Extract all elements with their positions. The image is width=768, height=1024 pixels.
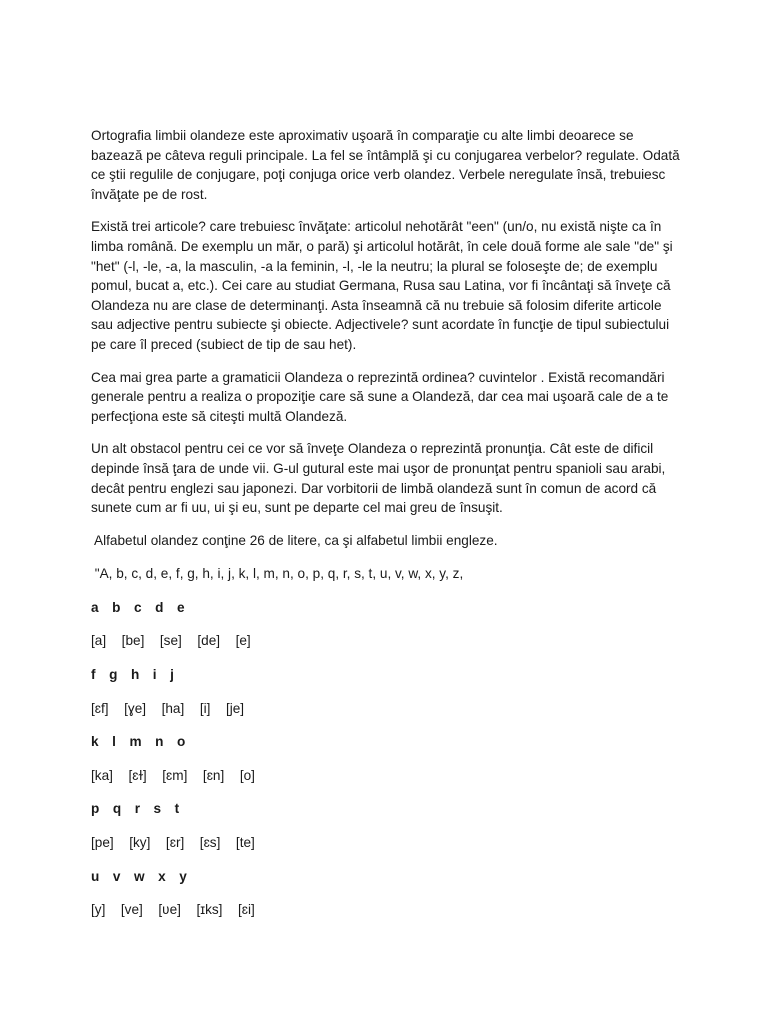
letter-group-3: k l m n o [91,734,186,750]
paragraph-orthography: Ortografia limbii olandeze este aproximativ uşoară în comparaţie cu alte limbi deoarece se bazează pe câteva reguli principale. La fel se întâmplă şi cu conjugarea verbelor? regulate. Odată ce ştii regulile de conjugare, poţi conjuga orice verb olandez. Verbele neregulate însă, trebuiesc învăţate pe de rost. [91,128,680,202]
alphabet-intro: Alfabetul olandez conţine 26 de litere, ca şi alfabetul limbii engleze. [91,532,498,548]
letter-group-1: a b c d e [91,599,185,615]
paragraph-articles: Există trei articole? care trebuiesc învăţate: articolul nehotărât "een" (un/o, nu există nişte ca în limba română. De exemplu un măr, o pară) şi articolul hotărât, în cele două forme ale sale "de" şi "het" (-l, -le, -a, la masculin, -a la feminin, -l, -le la neutru; la plural se foloseşte de; de exemplu pomul, bucat a, etc.). Cei care au studiat Germana, Rusa sau Latina, vor fi încântaţi să înveţe că Olandeza nu are clase de determinanţi. Asta înseamnă că nu trebuie să folosim diferite articole sau adjective pentru subiecte şi obiecte. Adjectivele? sunt acordate în funcţie de tipul subiectului pe care îl preced (subiect de tip de sau het). [91,219,673,352]
phonetic-group-5: [y] [ve] [ʋe] [ɪks] [ɛi] [91,902,255,918]
letter-group-2: f g h i j [91,667,174,683]
phonetic-group-2: [ɛf] [ɣe] [ha] [i] [je] [91,700,245,716]
alphabet-list: "A, b, c, d, e, f, g, h, i, j, k, l, m, n, o, p, q, r, s, t, u, v, w, x, y, z, [91,566,464,582]
phonetic-group-3: [ka] [ɛɫ] [ɛm] [ɛn] [o] [91,767,255,783]
paragraph-pronunciation: Un alt obstacol pentru cei ce vor să înveţe Olandeza o reprezintă pronunţia. Cât este de dificil depinde însă ţara de unde vii. G-ul gutural este mai uşor de pronunţat pentru spanioli sau arabi, decât pentru englezi sau japonezi. Dar vorbitorii de limbă olandeză sunt în comun de acord că sunete cum ar fi uu, ui şi eu, sunt pe departe cel mai greu de însuşit. [91,441,666,516]
phonetic-group-4: [pe] [ky] [ɛr] [ɛs] [te] [91,835,255,851]
letter-group-4: p q r s t [91,801,180,817]
phonetic-group-1: [a] [be] [se] [de] [e] [91,633,251,649]
letter-group-5: u v w x y [91,868,187,884]
paragraph-word-order: Cea mai grea parte a gramaticii Olandeza o reprezintă ordinea? cuvintelor . Există recomandări generale pentru a realiza o propoziţie care să sune a Olandeză, dar cea mai uşoară cale de a te perfecţiona este să citeşti multă Olandeză. [91,369,669,424]
document-body [91,126,687,934]
